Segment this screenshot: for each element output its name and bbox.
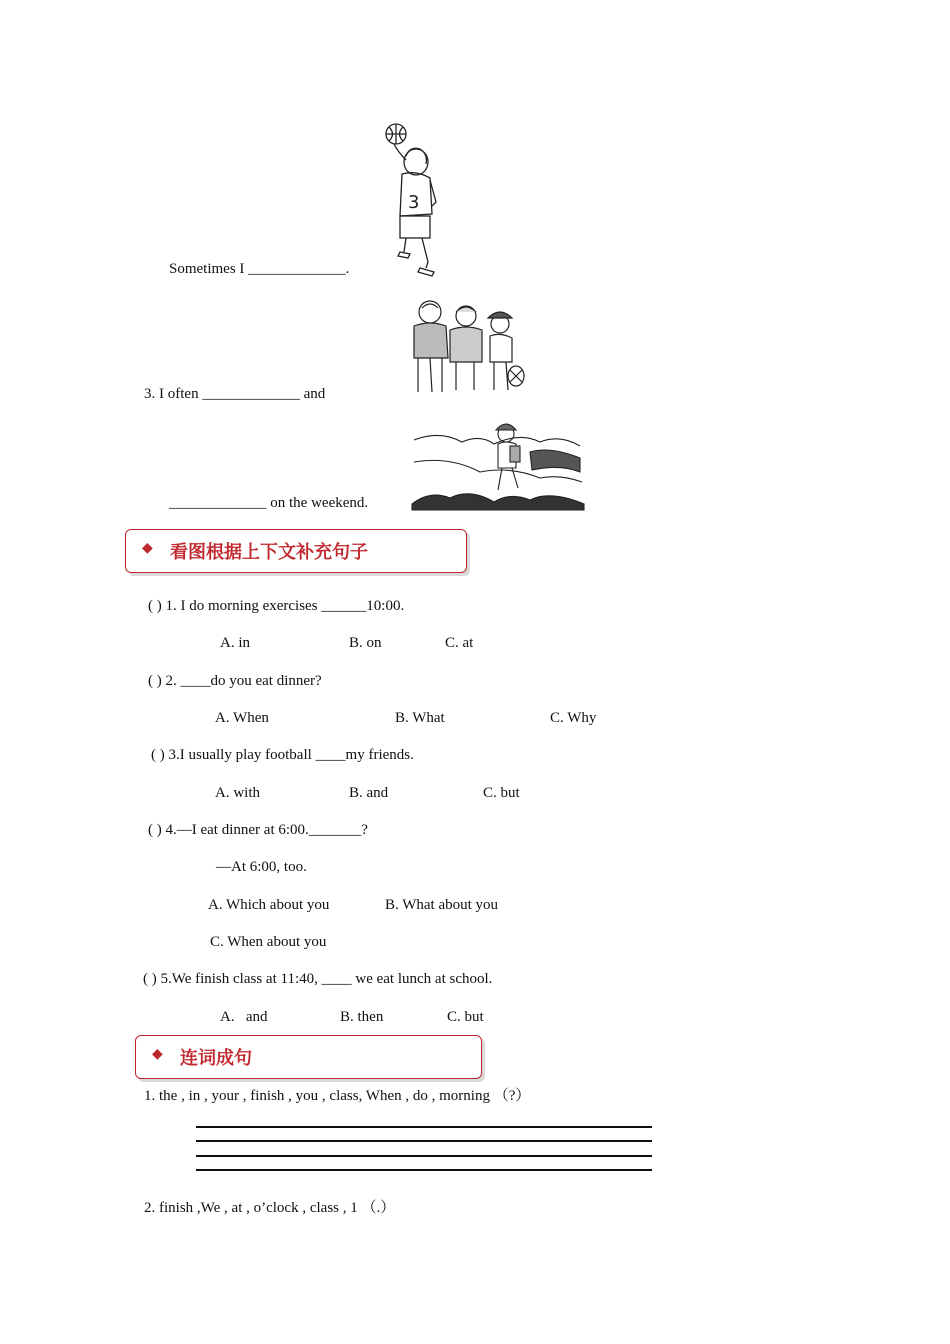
section-header-build-sentences — [135, 1035, 482, 1079]
q1-option-a: A. in — [220, 635, 250, 651]
q3-option-b: B. and — [349, 785, 389, 801]
picture-line-1: Sometimes I _____________. — [169, 261, 350, 277]
q1-option-c: C. at — [445, 635, 474, 651]
build-sentence-1: 1. the , in , your , finish , you , class, When , do , morning （?） — [144, 1088, 531, 1104]
q3-option-c: C. but — [483, 785, 520, 801]
build-sentence-2: 2. finish ,We , at , o’clock , class , 1 （.） — [144, 1200, 396, 1216]
q5-option-a: A. and — [220, 1009, 268, 1025]
q4-answer: —At 6:00, too. — [216, 859, 307, 875]
diamond-icon: ◆ — [142, 540, 153, 556]
section-title: 连词成句 — [180, 1048, 252, 1069]
writing-line — [196, 1155, 652, 1157]
q4-option-c: C. When about you — [210, 934, 327, 950]
q4-option-a: A. Which about you — [208, 897, 330, 913]
writing-line — [196, 1126, 652, 1128]
q1-option-b: B. on — [349, 635, 382, 651]
picture-line-2-start: 3. I often _____________ and — [144, 386, 326, 402]
question-3: ( ) 3.I usually play football ____my friends. — [151, 747, 414, 763]
question-4: ( ) 4.—I eat dinner at 6:00._______? — [148, 822, 368, 838]
picture-line-2-end: _____________ on the weekend. — [169, 495, 369, 511]
q5-option-b: B. then — [340, 1009, 384, 1025]
writing-line — [196, 1140, 652, 1142]
q5-option-c: C. but — [447, 1009, 484, 1025]
hiking-image — [410, 412, 586, 512]
q2-option-a: A. When — [215, 710, 269, 726]
q2-option-c: C. Why — [550, 710, 597, 726]
question-5: ( ) 5.We finish class at 11:40, ____ we eat lunch at school. — [143, 971, 493, 987]
q3-option-a: A. with — [215, 785, 260, 801]
q4-option-b: B. What about you — [385, 897, 499, 913]
section-header-complete-sentences — [125, 529, 467, 573]
question-1: ( ) 1. I do morning exercises ______10:00. — [148, 598, 405, 614]
svg-text:3: 3 — [408, 192, 420, 213]
q2-option-b: B. What — [395, 710, 445, 726]
diamond-icon: ◆ — [152, 1046, 163, 1062]
family-image — [408, 296, 526, 396]
basketball-boy-image — [380, 122, 444, 278]
writing-line — [196, 1169, 652, 1171]
section-title: 看图根据上下文补充句子 — [170, 542, 368, 563]
question-2: ( ) 2. ____do you eat dinner? — [148, 673, 322, 689]
